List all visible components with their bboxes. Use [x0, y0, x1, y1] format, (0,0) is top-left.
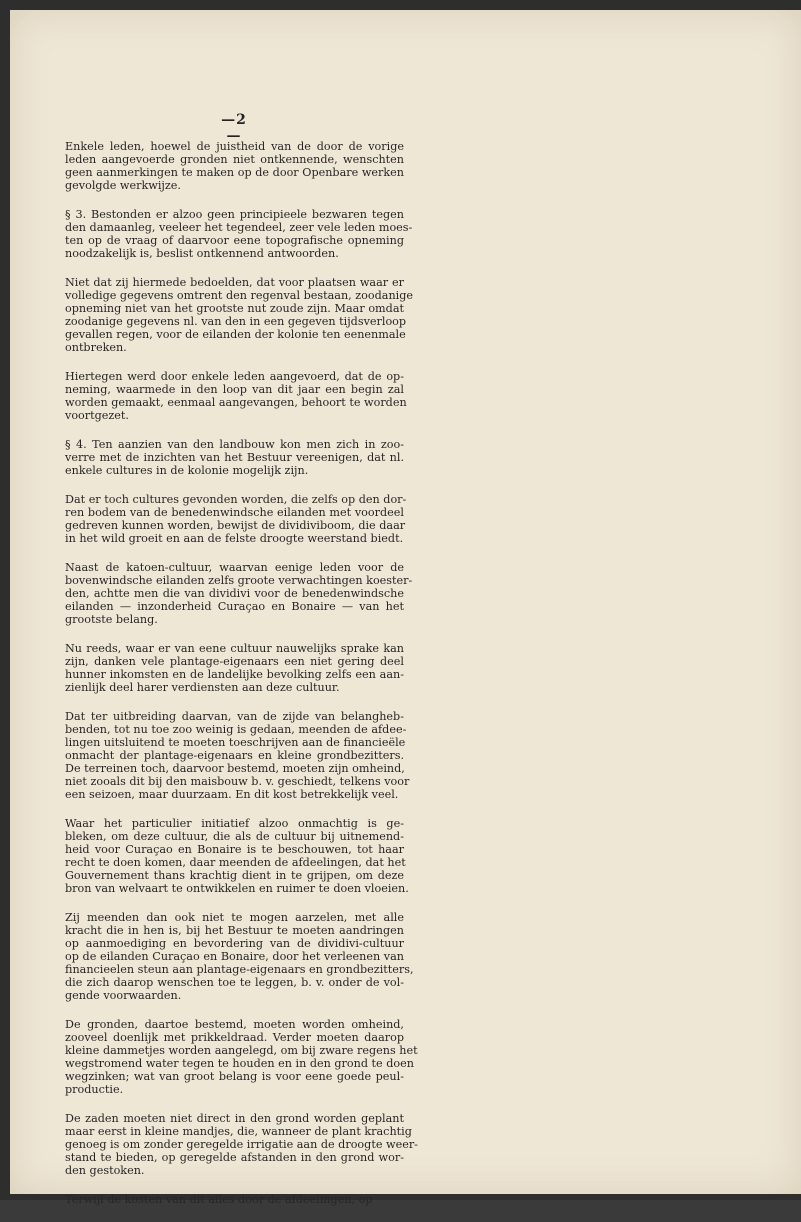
text-line: lingen uitsluitend te moeten toeschrijven aan de financieële [65, 736, 406, 749]
text-line: benden, tot nu toe zoo weinig is gedaan, meenden de afdee- [65, 723, 407, 736]
text-line: gende voorwaarden. [65, 989, 182, 1002]
text-line: zijn, danken vele plantage-eigenaars een niet gering deel [65, 655, 404, 668]
text-line: grootste belang. [65, 613, 158, 626]
text-line: verre met de inzichten van het Bestuur vereenigen, dat nl. [65, 451, 404, 464]
text-line: ren bodem van de benedenwindsche eilanden met voordeel [65, 506, 404, 519]
text-line: Zij meenden dan ook niet te mogen aarzelen, met alle [65, 911, 404, 924]
paragraph [65, 370, 407, 422]
paragraph [65, 493, 407, 545]
text-line: enkele cultures in de kolonie mogelijk zijn. [65, 464, 309, 477]
paragraph [65, 438, 404, 477]
text-line: wegstromend water tegen te houden en in den grond te doen [65, 1057, 414, 1070]
text-line: noodzakelijk is, beslist ontkennend antwoorden. [65, 247, 339, 260]
document-page [10, 10, 801, 1206]
paragraph [65, 642, 404, 694]
text-line: kracht die in hen is, bij het Bestuur te moeten aandringen [65, 924, 404, 937]
text-line: voortgezet. [65, 409, 129, 422]
text-line: bleken, om deze cultuur, die als de cultuur bij uitnemend- [65, 830, 404, 843]
text-line: leden aangevoerde gronden niet ontkennende, wenschten [65, 153, 404, 166]
text-line: zienlijk deel harer verdiensten aan deze cultuur. [65, 681, 340, 694]
text-line: Dat er toch cultures gevonden worden, die zelfs op den dor- [65, 493, 407, 506]
text-line: bron van welvaart te ontwikkelen en ruimer te doen vloeien. [65, 882, 409, 895]
paragraph [65, 561, 413, 626]
text-line: Nu reeds, waar er van eene cultuur nauwelijks sprake kan [65, 642, 404, 655]
text-line: zoodanige gegevens nl. van den in een gegeven tijdsverloop [65, 315, 407, 328]
text-line: wegzinken; wat van groot belang is voor eene goede peul- [65, 1070, 404, 1083]
text-line: § 3. Bestonden er alzoo geen principieele bezwaren tegen [65, 208, 404, 221]
text-line: een seizoen, maar duurzaam. En dit kost betrekkelijk veel. [65, 788, 399, 801]
text-line: De terreinen toch, daarvoor bestemd, moeten zijn omheind, [65, 762, 405, 775]
text-line: ontbreken. [65, 341, 127, 354]
text-line: op aanmoediging en bevordering van de dividivi-cultuur [65, 937, 404, 950]
text-line: gevolgde werkwijze. [65, 179, 181, 192]
page-number: —2— [221, 112, 247, 144]
body-text [65, 140, 418, 1222]
text-line: productie. [65, 1083, 124, 1096]
paragraph [65, 911, 414, 1002]
text-line: De gronden, daartoe bestemd, moeten worden omheind, [65, 1018, 404, 1031]
text-line: Waar het particulier initiatief alzoo onmachtig is ge- [65, 817, 404, 830]
text-line: zooveel doenlijk met prikkeldraad. Verder moeten daarop [65, 1031, 404, 1044]
text-line: die zich daarop wenschen toe te leggen, b. v. onder de vol- [65, 976, 404, 989]
paragraph [65, 1112, 418, 1177]
text-line: recht te doen komen, daar meenden de afdeelingen, dat het [65, 856, 406, 869]
text-line: den damaanleg, veeleer het tegendeel, zeer vele leden moes- [65, 221, 413, 234]
text-line: geen aanmerkingen te maken op de door Openbare werken [65, 166, 404, 179]
text-line: den gestoken. [65, 1164, 145, 1177]
paragraph [65, 276, 414, 354]
text-line: niet zooals dit bij den maisbouw b. v. geschiedt, telkens voor [65, 775, 410, 788]
text-line: gevallen regen, voor de eilanden der kolonie ten eenenmale [65, 328, 406, 341]
text-line: in het wild groeit en aan de felste droogte weerstand biedt. [65, 532, 404, 545]
text-line: financieelen steun aan plantage-eigenaars en grondbezitters, [65, 963, 414, 976]
text-line: op de eilanden Curaçao en Bonaire, door het verleenen van [65, 950, 404, 963]
text-line: hunner inkomsten en de landelijke bevolking zelfs een aan- [65, 668, 404, 681]
text-line: ten op de vraag of daarvoor eene topografische opneming [65, 234, 404, 247]
paragraph [65, 1018, 418, 1096]
text-line: Niet dat zij hiermede bedoelden, dat voor plaatsen waar er [65, 276, 404, 289]
text-line: Terwijl de kosten van dit alles door de afdeelingen, op [65, 1193, 373, 1206]
text-line: bovenwindsche eilanden zelfs groote verwachtingen koester- [65, 574, 413, 587]
text-line: Hiertegen werd door enkele leden aangevoerd, dat de op- [65, 370, 404, 383]
text-line: Gouvernement thans krachtig dient in te grijpen, om deze [65, 869, 404, 882]
text-line: maar eerst in kleine mandjes, die, wanneer de plant krachtig [65, 1125, 412, 1138]
text-line: worden gemaakt, eenmaal aangevangen, behoort te worden [65, 396, 407, 409]
text-line: gedreven kunnen worden, bewijst de dividiviboom, die daar [65, 519, 406, 532]
paragraph [65, 817, 409, 895]
paragraph [65, 208, 413, 260]
text-line: Naast de katoen-cultuur, waarvan eenige leden voor de [65, 561, 404, 574]
text-line: Enkele leden, hoewel de juistheid van de door de vorige [65, 140, 404, 153]
text-line: De zaden moeten niet direct in den grond worden geplant [65, 1112, 404, 1125]
text-line: genoeg is om zonder geregelde irrigatie aan de droogte weer- [65, 1138, 418, 1151]
text-line: volledige gegevens omtrent den regenval bestaan, zoodanige [65, 289, 414, 302]
paragraph [65, 710, 410, 801]
paragraph [65, 140, 404, 192]
text-line: § 4. Ten aanzien van den landbouw kon men zich in zoo- [65, 438, 404, 451]
text-line: kleine dammetjes worden aangelegd, om bij zware regens het [65, 1044, 418, 1057]
text-line: stand te bieden, op geregelde afstanden in den grond wor- [65, 1151, 404, 1164]
text-line: den, achtte men die van dividivi voor de benedenwindsche [65, 587, 404, 600]
text-line: neming, waarmede in den loop van dit jaar een begin zal [65, 383, 404, 396]
text-line: eilanden — inzonderheid Curaçao en Bonaire — van het [65, 600, 404, 613]
text-line: heid voor Curaçao en Bonaire is te beschouwen, tot haar [65, 843, 404, 856]
text-line: Dat ter uitbreiding daarvan, van de zijde van belangheb- [65, 710, 404, 723]
text-line: onmacht der plantage-eigenaars en kleine grondbezitters. [65, 749, 404, 762]
text-line: opneming niet van het grootste nut zoude zijn. Maar omdat [65, 302, 404, 315]
